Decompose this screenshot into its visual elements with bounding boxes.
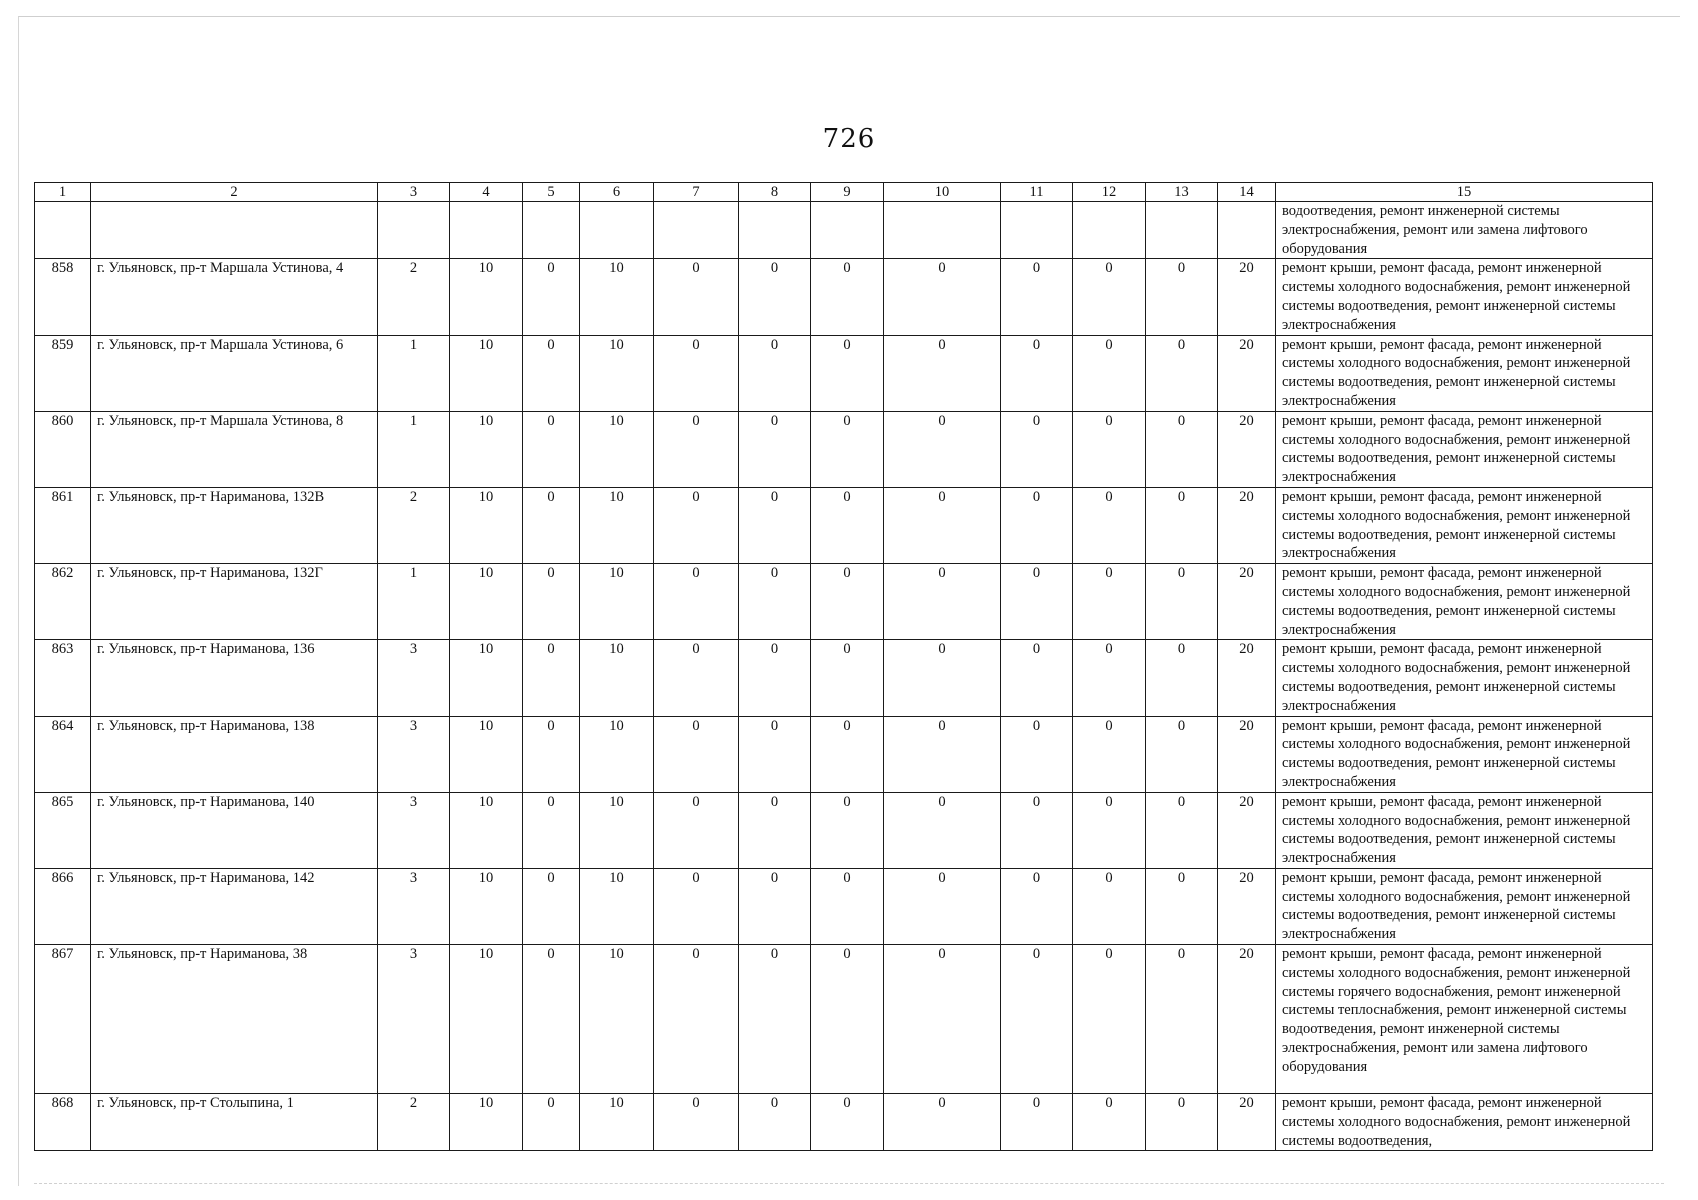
- row-number: 858: [35, 259, 91, 335]
- cell-value: 0: [739, 411, 811, 487]
- cell-value: 10: [450, 716, 523, 792]
- cell-value: 0: [739, 487, 811, 563]
- column-header: 9: [811, 183, 884, 202]
- row-address: г. Ульяновск, пр-т Нариманова, 132В: [91, 487, 378, 563]
- cell-value: 2: [378, 487, 450, 563]
- cell-value: 1: [378, 564, 450, 640]
- cell-total: 20: [1218, 792, 1276, 868]
- cell-value: 0: [523, 945, 580, 1094]
- cell-total: 20: [1218, 1094, 1276, 1151]
- row-work-list: ремонт крыши, ремонт фасада, ремонт инженерной системы холодного водоснабжения, ремонт инженерной системы водоотведения, ремонт инженерной системы электроснабжения: [1276, 868, 1653, 944]
- cell-value: 0: [884, 259, 1001, 335]
- cell-value: 0: [1146, 716, 1218, 792]
- cell-value: 3: [378, 868, 450, 944]
- cell-empty: [739, 202, 811, 259]
- table-row: [35, 259, 1653, 335]
- cell-value: 0: [811, 716, 884, 792]
- cell-value: 10: [450, 335, 523, 411]
- cell-value: 0: [1001, 716, 1073, 792]
- cell-value: 0: [1073, 259, 1146, 335]
- cell-empty: [1218, 202, 1276, 259]
- cell-value: 0: [1146, 487, 1218, 563]
- cell-value: 0: [654, 259, 739, 335]
- table-row: [35, 335, 1653, 411]
- row-work-list: ремонт крыши, ремонт фасада, ремонт инженерной системы холодного водоснабжения, ремонт инженерной системы водоотведения, ремонт инженерной системы электроснабжения: [1276, 411, 1653, 487]
- cell-total: 20: [1218, 411, 1276, 487]
- table-row: [35, 868, 1653, 944]
- row-number: 866: [35, 868, 91, 944]
- row-address: г. Ульяновск, пр-т Маршала Устинова, 6: [91, 335, 378, 411]
- cell-value: 0: [811, 564, 884, 640]
- cell-value: 0: [1001, 564, 1073, 640]
- cell-value: 0: [523, 792, 580, 868]
- cell-empty: [1001, 202, 1073, 259]
- cell-value: 0: [811, 868, 884, 944]
- cell-value: 10: [580, 945, 654, 1094]
- cell-value: 0: [1073, 640, 1146, 716]
- cell-value: 0: [739, 1094, 811, 1151]
- cell-value: 0: [884, 411, 1001, 487]
- cell-value: 10: [580, 1094, 654, 1151]
- cell-value: 2: [378, 259, 450, 335]
- column-header: 8: [739, 183, 811, 202]
- cell-value: 0: [1001, 868, 1073, 944]
- row-work-list: ремонт крыши, ремонт фасада, ремонт инженерной системы холодного водоснабжения, ремонт инженерной системы водоотведения, ремонт инженерной системы электроснабжения: [1276, 792, 1653, 868]
- cell-value: 0: [811, 335, 884, 411]
- cell-value: 0: [1001, 487, 1073, 563]
- cell-value: 1: [378, 335, 450, 411]
- table-row: [35, 716, 1653, 792]
- column-number-row: [35, 183, 1653, 202]
- cell-value: 0: [1073, 1094, 1146, 1151]
- cell-value: 0: [884, 640, 1001, 716]
- row-address: г. Ульяновск, пр-т Нариманова, 140: [91, 792, 378, 868]
- cell-value: 0: [654, 335, 739, 411]
- column-header: 5: [523, 183, 580, 202]
- cell-value: 0: [1073, 945, 1146, 1094]
- column-header: 1: [35, 183, 91, 202]
- cell-value: 0: [654, 716, 739, 792]
- column-header: 6: [580, 183, 654, 202]
- column-header: 14: [1218, 183, 1276, 202]
- cell-value: 0: [884, 487, 1001, 563]
- repair-table: [34, 182, 1653, 1151]
- column-header: 15: [1276, 183, 1653, 202]
- cell-value: 0: [523, 868, 580, 944]
- cell-value: 0: [811, 792, 884, 868]
- row-work-list: ремонт крыши, ремонт фасада, ремонт инженерной системы холодного водоснабжения, ремонт инженерной системы горячего водоснабжения, ремонт инженерной системы теплоснабжения, ремонт инженерной системы водоотведения, ремонт инженерной системы электроснабжения, ремонт или замена лифтового оборудования: [1276, 945, 1653, 1094]
- cell-value: 10: [580, 259, 654, 335]
- cell-value: 0: [1146, 792, 1218, 868]
- cell-value: 0: [739, 564, 811, 640]
- cell-value: 0: [811, 487, 884, 563]
- cell-value: 0: [884, 945, 1001, 1094]
- table-row: [35, 640, 1653, 716]
- cell-empty: [450, 202, 523, 259]
- row-work-list: ремонт крыши, ремонт фасада, ремонт инженерной системы холодного водоснабжения, ремонт инженерной системы водоотведения, ремонт инженерной системы электроснабжения: [1276, 564, 1653, 640]
- cell-value: 0: [739, 792, 811, 868]
- cell-value: 0: [1001, 259, 1073, 335]
- page-number: 726: [822, 124, 876, 154]
- cell-empty: [1073, 202, 1146, 259]
- scan-edge-noise: [34, 1183, 1664, 1184]
- cell-total: 20: [1218, 564, 1276, 640]
- table-row: [35, 487, 1653, 563]
- cell-total: 20: [1218, 945, 1276, 1094]
- cell-value: 3: [378, 792, 450, 868]
- cell-value: 0: [523, 335, 580, 411]
- row-work-list: ремонт крыши, ремонт фасада, ремонт инженерной системы холодного водоснабжения, ремонт инженерной системы водоотведения, ремонт инженерной системы электроснабжения: [1276, 335, 1653, 411]
- row-address: г. Ульяновск, пр-т Нариманова, 132Г: [91, 564, 378, 640]
- cell-value: 0: [811, 640, 884, 716]
- cell-value: 0: [523, 564, 580, 640]
- cell-value: 10: [580, 487, 654, 563]
- cell-value: 0: [1073, 411, 1146, 487]
- cell-value: 10: [450, 640, 523, 716]
- table-row: [35, 1094, 1653, 1151]
- cell-value: 0: [1001, 335, 1073, 411]
- row-work-list: ремонт крыши, ремонт фасада, ремонт инженерной системы холодного водоснабжения, ремонт инженерной системы водоотведения, ремонт инженерной системы электроснабжения: [1276, 640, 1653, 716]
- cell-value: 0: [1073, 868, 1146, 944]
- cell-value: 0: [654, 868, 739, 944]
- cell-total: 20: [1218, 868, 1276, 944]
- cell-value: 10: [580, 716, 654, 792]
- cell-total: 20: [1218, 640, 1276, 716]
- cell-value: 0: [654, 564, 739, 640]
- cell-value: 0: [739, 945, 811, 1094]
- row-address: г. Ульяновск, пр-т Маршала Устинова, 4: [91, 259, 378, 335]
- cell-value: 0: [1146, 335, 1218, 411]
- row-work-list: ремонт крыши, ремонт фасада, ремонт инженерной системы холодного водоснабжения, ремонт инженерной системы водоотведения, ремонт инженерной системы электроснабжения: [1276, 487, 1653, 563]
- cell-empty: [523, 202, 580, 259]
- cell-empty: [378, 202, 450, 259]
- cell-value: 0: [654, 945, 739, 1094]
- cell-value: 10: [450, 259, 523, 335]
- cell-value: 0: [739, 259, 811, 335]
- cell-value: 0: [1146, 945, 1218, 1094]
- cell-value: 0: [1146, 411, 1218, 487]
- cell-value: 10: [450, 564, 523, 640]
- cell-value: 0: [523, 487, 580, 563]
- cell-value: 0: [523, 640, 580, 716]
- cell-value: 0: [523, 259, 580, 335]
- row-number: 861: [35, 487, 91, 563]
- continuation-row: [35, 202, 1653, 259]
- column-header: 12: [1073, 183, 1146, 202]
- cell-value: 10: [450, 1094, 523, 1151]
- cell-value: 0: [654, 640, 739, 716]
- cell-value: 3: [378, 640, 450, 716]
- cell-value: 0: [739, 868, 811, 944]
- cell-value: 0: [1001, 945, 1073, 1094]
- continuation-work-text: водоотведения, ремонт инженерной системы электроснабжения, ремонт или замена лифтового оборудования: [1276, 202, 1653, 259]
- cell-value: 0: [654, 1094, 739, 1151]
- cell-empty: [811, 202, 884, 259]
- cell-total: 20: [1218, 487, 1276, 563]
- cell-value: 2: [378, 1094, 450, 1151]
- cell-value: 10: [580, 640, 654, 716]
- column-header: 11: [1001, 183, 1073, 202]
- table-row: [35, 564, 1653, 640]
- row-address: г. Ульяновск, пр-т Нариманова, 136: [91, 640, 378, 716]
- cell-value: 0: [654, 792, 739, 868]
- cell-empty: [91, 202, 378, 259]
- cell-value: 10: [450, 868, 523, 944]
- cell-value: 3: [378, 945, 450, 1094]
- row-address: г. Ульяновск, пр-т Столыпина, 1: [91, 1094, 378, 1151]
- cell-value: 10: [450, 487, 523, 563]
- column-header: 7: [654, 183, 739, 202]
- cell-value: 0: [1073, 487, 1146, 563]
- cell-value: 0: [1073, 716, 1146, 792]
- row-number: 865: [35, 792, 91, 868]
- row-number: 860: [35, 411, 91, 487]
- row-number: 867: [35, 945, 91, 1094]
- cell-empty: [1146, 202, 1218, 259]
- cell-value: 10: [580, 564, 654, 640]
- cell-total: 20: [1218, 716, 1276, 792]
- cell-value: 3: [378, 716, 450, 792]
- cell-value: 0: [884, 335, 1001, 411]
- cell-value: 0: [523, 411, 580, 487]
- row-number: 868: [35, 1094, 91, 1151]
- cell-value: 0: [884, 564, 1001, 640]
- cell-value: 0: [811, 411, 884, 487]
- row-address: г. Ульяновск, пр-т Нариманова, 142: [91, 868, 378, 944]
- cell-empty: [580, 202, 654, 259]
- cell-value: 10: [580, 792, 654, 868]
- cell-value: 0: [1001, 1094, 1073, 1151]
- cell-value: 0: [1073, 335, 1146, 411]
- cell-value: 0: [1146, 259, 1218, 335]
- cell-value: 10: [580, 411, 654, 487]
- row-work-list: ремонт крыши, ремонт фасада, ремонт инженерной системы холодного водоснабжения, ремонт инженерной системы водоотведения,: [1276, 1094, 1653, 1151]
- cell-value: 0: [811, 1094, 884, 1151]
- column-header: 10: [884, 183, 1001, 202]
- cell-value: 10: [580, 335, 654, 411]
- cell-total: 20: [1218, 259, 1276, 335]
- cell-value: 0: [654, 411, 739, 487]
- cell-value: 0: [811, 945, 884, 1094]
- row-number: 859: [35, 335, 91, 411]
- cell-value: 0: [1146, 1094, 1218, 1151]
- cell-value: 0: [1146, 564, 1218, 640]
- column-header: 2: [91, 183, 378, 202]
- cell-value: 0: [1146, 868, 1218, 944]
- cell-value: 0: [523, 1094, 580, 1151]
- row-address: г. Ульяновск, пр-т Нариманова, 138: [91, 716, 378, 792]
- row-work-list: ремонт крыши, ремонт фасада, ремонт инженерной системы холодного водоснабжения, ремонт инженерной системы водоотведения, ремонт инженерной системы электроснабжения: [1276, 259, 1653, 335]
- cell-value: 0: [1001, 792, 1073, 868]
- row-number: 862: [35, 564, 91, 640]
- row-number: 863: [35, 640, 91, 716]
- column-header: 3: [378, 183, 450, 202]
- cell-value: 10: [450, 411, 523, 487]
- cell-value: 0: [1001, 640, 1073, 716]
- cell-value: 0: [884, 792, 1001, 868]
- cell-value: 0: [884, 716, 1001, 792]
- cell-value: 1: [378, 411, 450, 487]
- cell-value: 10: [450, 945, 523, 1094]
- table-row: [35, 411, 1653, 487]
- cell-total: 20: [1218, 335, 1276, 411]
- cell-value: 0: [811, 259, 884, 335]
- cell-value: 0: [1073, 792, 1146, 868]
- row-address: г. Ульяновск, пр-т Нариманова, 38: [91, 945, 378, 1094]
- row-work-list: ремонт крыши, ремонт фасада, ремонт инженерной системы холодного водоснабжения, ремонт инженерной системы водоотведения, ремонт инженерной системы электроснабжения: [1276, 716, 1653, 792]
- table-row: [35, 792, 1653, 868]
- cell-value: 0: [739, 335, 811, 411]
- row-address: г. Ульяновск, пр-т Маршала Устинова, 8: [91, 411, 378, 487]
- cell-value: 0: [1146, 640, 1218, 716]
- cell-value: 0: [523, 716, 580, 792]
- cell-value: 10: [580, 868, 654, 944]
- cell-value: 0: [1073, 564, 1146, 640]
- column-header: 13: [1146, 183, 1218, 202]
- cell-value: 0: [884, 868, 1001, 944]
- column-header: 4: [450, 183, 523, 202]
- cell-value: 0: [654, 487, 739, 563]
- cell-value: 0: [739, 640, 811, 716]
- cell-value: 0: [1001, 411, 1073, 487]
- cell-empty: [35, 202, 91, 259]
- cell-value: 0: [739, 716, 811, 792]
- cell-value: 0: [884, 1094, 1001, 1151]
- row-number: 864: [35, 716, 91, 792]
- cell-empty: [884, 202, 1001, 259]
- cell-empty: [654, 202, 739, 259]
- table-row: [35, 945, 1653, 1094]
- cell-value: 10: [450, 792, 523, 868]
